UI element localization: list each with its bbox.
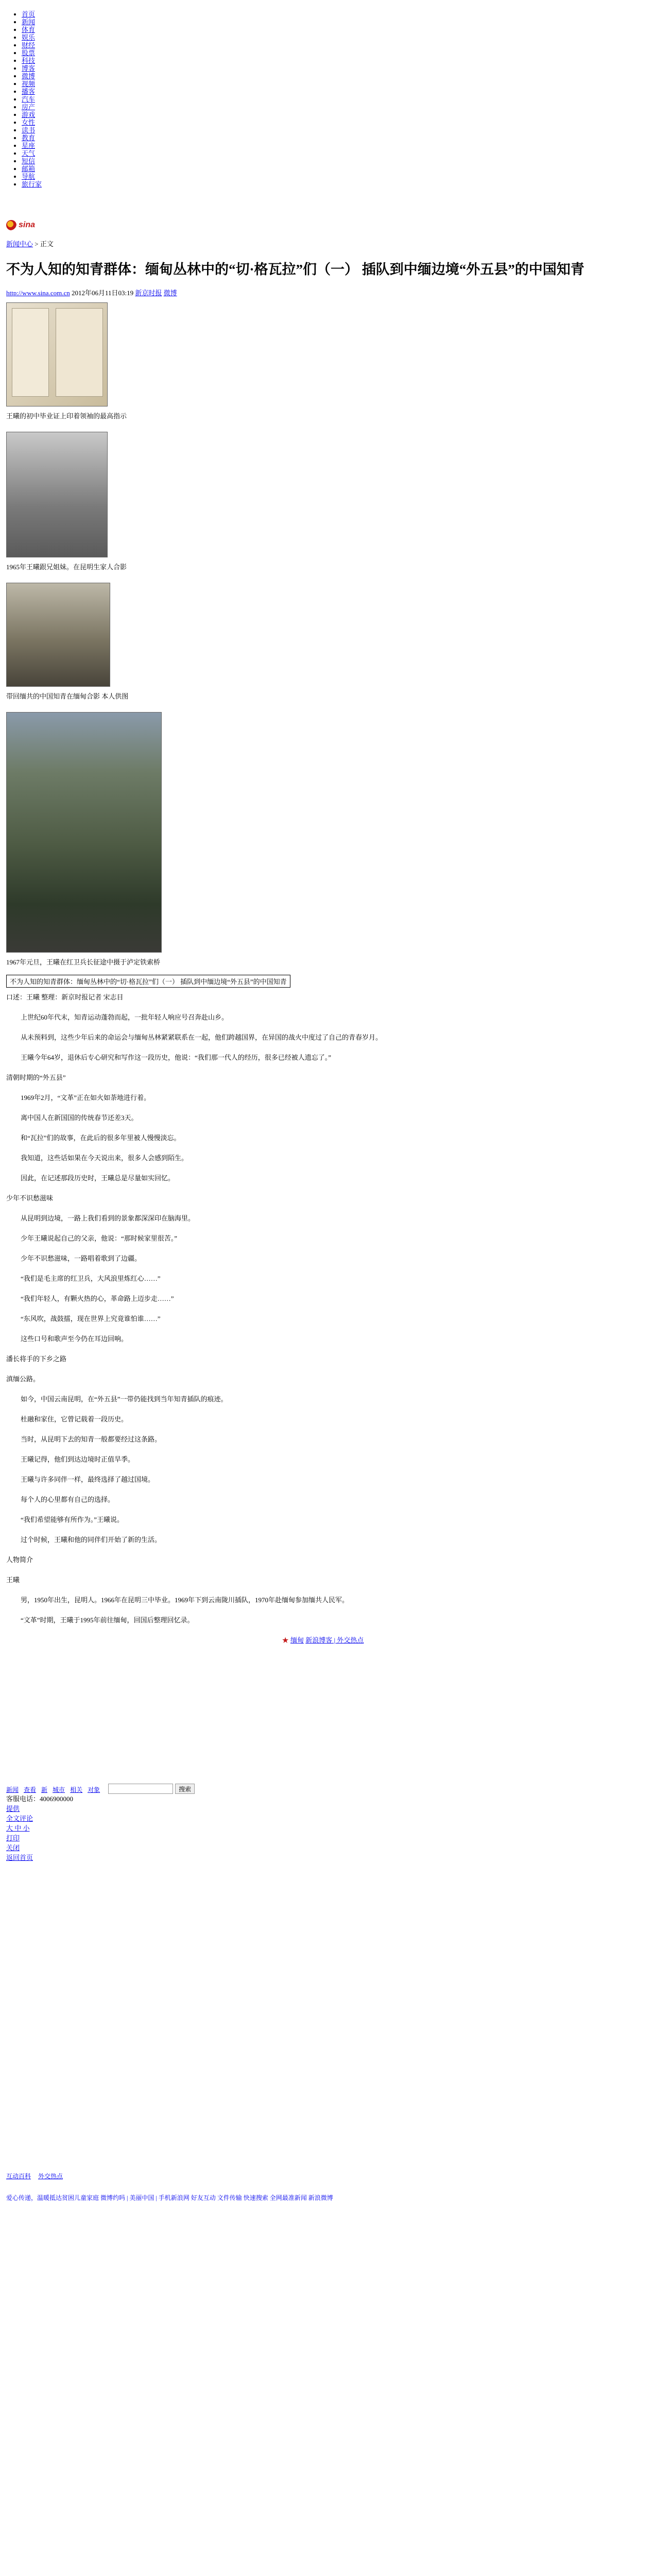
footer-grid-link[interactable]: 对象	[88, 1786, 100, 1793]
footer-grid-link[interactable]: 新	[41, 1786, 48, 1793]
footer-links	[6, 1794, 640, 1862]
nav-link[interactable]: 新闻	[22, 18, 36, 26]
figure-caption: 带回缅共的中国知青在缅甸合影 本人供图	[6, 692, 129, 700]
footer-grid	[6, 1786, 100, 1794]
bridge-photo	[6, 712, 162, 953]
paragraph: 王曦与许多同伴一样，最终选择了越过国境。	[21, 1476, 155, 1483]
footer-link[interactable]: 全文评论	[6, 1815, 33, 1822]
figure-caption: 王曦的初中毕业证上印着领袖的最高指示	[6, 412, 127, 420]
paragraph: 过个时候，王曦和他的同伴们开始了新的生活。	[21, 1536, 162, 1544]
figure-1	[6, 302, 640, 406]
paragraph: 因此，在记述那段历史时，王曦总是尽量如实回忆。	[21, 1174, 175, 1182]
footer-link[interactable]: 大 中 小	[6, 1824, 30, 1832]
article-meta	[6, 287, 640, 297]
search-button[interactable]: 搜索	[175, 1784, 195, 1794]
paragraph: 潘长将手的下乡之路	[6, 1355, 67, 1363]
nav-link[interactable]: 首页	[22, 10, 36, 18]
search-input[interactable]	[108, 1784, 173, 1794]
article-body	[6, 992, 640, 1626]
family-photo	[6, 432, 108, 557]
breadcrumb-sep: >	[33, 240, 40, 248]
footer-grid-link[interactable]: 查看	[24, 1786, 37, 1793]
tag-label[interactable]: 缅甸	[290, 1636, 304, 1644]
nav-link[interactable]: 微博	[22, 72, 36, 80]
breadcrumb-section: 正文	[40, 240, 54, 248]
paragraph: “我们年轻人，有颗火热的心，革命路上迈步走……”	[21, 1295, 174, 1302]
nav-link[interactable]: 女性	[22, 118, 36, 126]
paragraph: 1969年2月，“文革”正在如火如荼地进行着。	[21, 1094, 151, 1101]
paragraph: 少年不识愁滋味，一路唱着歌到了边疆。	[21, 1255, 142, 1262]
nav-item	[22, 49, 640, 57]
nav-link[interactable]: 短信	[22, 157, 36, 165]
nav-link[interactable]: 股票	[22, 49, 36, 57]
nav-link[interactable]: 科技	[22, 57, 36, 64]
paragraph: 和“瓦拉”们的故事，在此后的很多年里被人慢慢淡忘。	[21, 1134, 181, 1142]
site-logo[interactable]	[6, 215, 640, 235]
paragraph: 这些口号和歌声至今仍在耳边回响。	[21, 1335, 128, 1343]
nav-item	[22, 10, 640, 18]
nav-link[interactable]: 星座	[22, 142, 36, 149]
nav-link[interactable]: 娱乐	[22, 33, 36, 41]
article-title: 不为人知的知青群体：缅甸丛林中的“切·格瓦拉”们（一） 插队到中缅边境“外五县”的中国知青	[6, 262, 585, 277]
paragraph: “我们希望能够有所作为。”王曦说。	[21, 1516, 124, 1523]
nav-link[interactable]: 导航	[22, 173, 36, 180]
nav-item	[22, 26, 640, 33]
meta-datetime: 2012年06月11日03:19	[71, 289, 134, 297]
footer	[6, 1784, 640, 1862]
nav-item	[22, 103, 640, 111]
paragraph: 王曦记得，他们到达边境时正值旱季。	[21, 1455, 135, 1463]
paragraph: 当时，从昆明下去的知青一般都要经过这条路。	[21, 1435, 162, 1443]
breadcrumb	[6, 239, 640, 248]
nav-link[interactable]: 体育	[22, 26, 36, 33]
footer-grid-link[interactable]: 新闻	[6, 1786, 19, 1793]
bottom-link[interactable]: 外交热点	[38, 2173, 63, 2180]
nav-link[interactable]: 财经	[22, 41, 36, 49]
nav-item	[22, 149, 640, 157]
tag-icon: ★	[282, 1636, 289, 1644]
paragraph: “我们是毛主席的红卫兵，大风浪里炼红心……”	[21, 1275, 161, 1282]
paragraph: 从未预料到，这些少年后来的命运会与缅甸丛林紧紧联系在一起，他们跨越国界，在异国的战火中度过了自己的青春岁月。	[21, 1033, 383, 1041]
group-photo	[6, 583, 110, 687]
figure-3	[6, 583, 640, 687]
paragraph: 王曦	[6, 1576, 20, 1584]
nav-item	[22, 165, 640, 173]
top-nav	[6, 10, 640, 188]
nav-item	[22, 118, 640, 126]
sina-eye-icon	[6, 220, 16, 230]
paragraph: 口述：王曦 整理：新京时报记者 宋志目	[6, 993, 124, 1001]
meta-weibo[interactable]: 微博	[163, 289, 177, 297]
paragraph: 王曦今年64岁，退休后专心研究和写作这一段历史，他说：“我们那一代人的经历，很多已经被人遗忘了。”	[21, 1054, 332, 1061]
paragraph: 离中国人在新国国的传统春节还差3天。	[21, 1114, 138, 1122]
nav-link[interactable]: 博客	[22, 64, 36, 72]
paragraph: 滇缅公路。	[6, 1375, 40, 1383]
meta-source[interactable]: 新京时报	[135, 289, 162, 297]
nav-link[interactable]: 播客	[22, 88, 36, 95]
nav-link[interactable]: 旅行家	[22, 180, 42, 188]
paragraph: 清朝时期的“外五县”	[6, 1074, 66, 1081]
footer-grid-link[interactable]: 城市	[53, 1786, 65, 1793]
nav-item	[22, 72, 640, 80]
nav-item	[22, 173, 640, 180]
bottom-link[interactable]: 互动百科	[6, 2173, 31, 2180]
nav-link[interactable]: 邮箱	[22, 165, 36, 173]
paragraph: 少年王曦说起自己的父亲，他说：“那时候家里很苦。”	[21, 1234, 178, 1242]
tags-row	[6, 1635, 640, 1645]
nav-item	[22, 80, 640, 88]
paragraph: 人物简介	[6, 1556, 33, 1564]
paragraph: 每个人的心里都有自己的选择。	[21, 1496, 115, 1503]
figure-caption: 1965年王曦跟兄姐妹。在昆明生家人合影	[6, 563, 127, 571]
nav-item	[22, 157, 640, 165]
hotline: 客服电话：4006900000	[6, 1795, 74, 1803]
figure-caption: 1967年元旦，王曦在红卫兵长征途中摄于泸定铁索桥	[6, 958, 161, 966]
breadcrumb-home[interactable]: 新闻中心	[6, 240, 33, 248]
paragraph: 男，1950年出生，昆明人。1966年在昆明三中毕业。1969年下到云南陇川插队，1970年赴缅甸参加缅共人民军。	[21, 1596, 349, 1604]
nav-item	[22, 126, 640, 134]
paragraph: 如今，中国云南昆明，在“外五县”一带仍能找到当年知青插队的痕迹。	[21, 1395, 228, 1403]
nav-item	[22, 57, 640, 64]
nav-link[interactable]: 读书	[22, 126, 36, 134]
figure-4	[6, 712, 640, 953]
nav-link[interactable]: 视频	[22, 80, 36, 88]
paragraph: 从昆明到边境，一路上我们看到的景象都深深印在脑海里。	[21, 1214, 195, 1222]
nav-link[interactable]: 教育	[22, 134, 36, 142]
nav-item	[22, 33, 640, 41]
footer-link[interactable]: 关闭	[6, 1844, 20, 1852]
paragraph: 我知道，这些话如果在今天说出来，很多人会感到陌生。	[21, 1154, 188, 1162]
nav-item	[22, 134, 640, 142]
footer-grid-link[interactable]: 相关	[70, 1786, 83, 1793]
nav-link[interactable]: 游戏	[22, 111, 36, 118]
nav-link[interactable]: 汽车	[22, 95, 36, 103]
nav-item	[22, 142, 640, 149]
paragraph: “文革”时期，王曦于1995年前往缅甸，回国后整理回忆录。	[21, 1616, 194, 1624]
caption-box: 不为人知的知青群体：缅甸丛林中的“切·格瓦拉”们（一） 插队到中缅边境“外五县”的中国知青	[6, 975, 290, 988]
nav-link[interactable]: 房产	[22, 103, 36, 111]
nav-item	[22, 95, 640, 103]
paragraph: 少年不识愁滋味	[6, 1194, 54, 1202]
paragraph: “东风吹，战鼓擂，现在世界上究竟谁怕谁……”	[21, 1315, 161, 1323]
footer-link[interactable]: 提供	[6, 1805, 20, 1812]
nav-item	[22, 41, 640, 49]
nav-item	[22, 18, 640, 26]
bottom-bar	[6, 2172, 640, 2202]
bottom-lines: 爱心传递，温暖抵达贫困儿童家庭 微博约吗 | 美丽中国 | 手机新浪网 好友互动 文件传输 快速搜索 全网最准新闻 新浪微博	[6, 2194, 333, 2201]
tag-links[interactable]: 新浪博客 | 外交热点	[305, 1636, 364, 1644]
nav-item	[22, 88, 640, 95]
diploma-photo	[6, 302, 108, 406]
nav-item	[22, 111, 640, 118]
nav-item	[22, 64, 640, 72]
footer-link[interactable]: 打印	[6, 1834, 20, 1842]
nav-link[interactable]: 天气	[22, 149, 36, 157]
paragraph: 上世纪60年代末，知青运动蓬勃而起，一批年轻人响应号召奔赴山乡。	[21, 1013, 229, 1021]
paragraph: 杜融和家住，它曾记载着一段历史。	[21, 1415, 128, 1423]
nav-item	[22, 180, 640, 188]
bottom-links	[6, 2172, 640, 2180]
meta-url[interactable]: http://www.sina.com.cn	[6, 289, 70, 297]
footer-link[interactable]: 返回首页	[6, 1854, 33, 1861]
logo-text: sina	[19, 221, 36, 229]
figure-2	[6, 432, 640, 557]
